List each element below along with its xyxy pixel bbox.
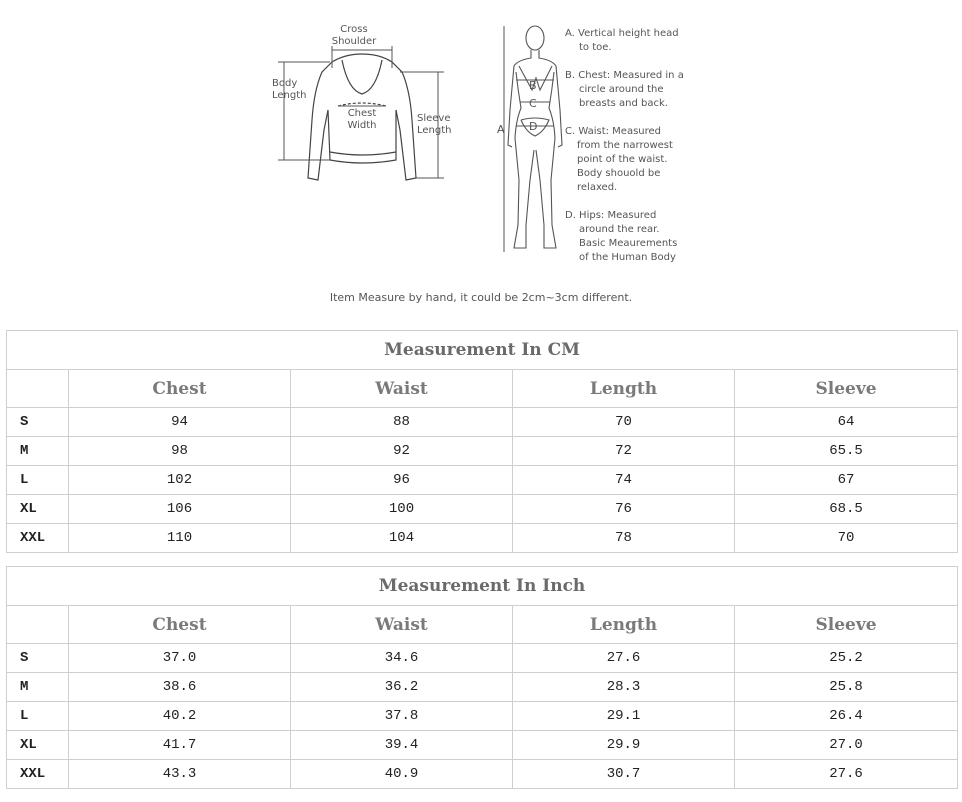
size-table-cm bbox=[6, 330, 958, 553]
table-cell: 96 bbox=[291, 466, 513, 495]
table-cell: 36.2 bbox=[291, 673, 513, 702]
table-cell: 65.5 bbox=[735, 437, 958, 466]
table-row bbox=[7, 760, 958, 789]
table-cell: 100 bbox=[291, 495, 513, 524]
column-header bbox=[7, 606, 69, 644]
table-cell: 98 bbox=[69, 437, 291, 466]
table-title: Measurement In CM bbox=[7, 331, 958, 370]
sleeve-length-label: Sleeve Length bbox=[417, 113, 452, 136]
measure-caption: Item Measure by hand, it could be 2cm~3cm different. bbox=[329, 291, 633, 304]
table-row bbox=[7, 731, 958, 760]
table-cell: 41.7 bbox=[69, 731, 291, 760]
note-hips: D. Hips: Measured around the rear. Basic Meaurements of the Human Body bbox=[565, 210, 678, 263]
table-row bbox=[7, 495, 958, 524]
table-cell: 27.6 bbox=[513, 644, 735, 673]
column-header: Waist bbox=[291, 370, 513, 408]
column-header: Chest bbox=[69, 606, 291, 644]
table-row bbox=[7, 524, 958, 553]
label-d: D bbox=[529, 120, 538, 133]
size-label: XXL bbox=[7, 524, 69, 553]
chest-width-label: Chest Width bbox=[347, 108, 377, 131]
column-header bbox=[7, 370, 69, 408]
size-label: L bbox=[7, 702, 69, 731]
table-cell: 43.3 bbox=[69, 760, 291, 789]
table-cell: 104 bbox=[291, 524, 513, 553]
size-label: S bbox=[7, 408, 69, 437]
column-header: Chest bbox=[69, 370, 291, 408]
table-cell: 38.6 bbox=[69, 673, 291, 702]
table-cell: 27.6 bbox=[735, 760, 958, 789]
column-header: Length bbox=[513, 370, 735, 408]
table-cell: 34.6 bbox=[291, 644, 513, 673]
table-cell: 30.7 bbox=[513, 760, 735, 789]
table-cell: 37.0 bbox=[69, 644, 291, 673]
table-row bbox=[7, 466, 958, 495]
table-row bbox=[7, 408, 958, 437]
table-cell: 78 bbox=[513, 524, 735, 553]
table-cell: 110 bbox=[69, 524, 291, 553]
table-cell: 25.8 bbox=[735, 673, 958, 702]
table-row bbox=[7, 673, 958, 702]
body-length-label: Body Length bbox=[272, 78, 307, 101]
table-cell: 25.2 bbox=[735, 644, 958, 673]
table-cell: 40.9 bbox=[291, 760, 513, 789]
column-header: Sleeve bbox=[735, 370, 958, 408]
table-title: Measurement In Inch bbox=[7, 567, 958, 606]
table-cell: 88 bbox=[291, 408, 513, 437]
table-cell: 40.2 bbox=[69, 702, 291, 731]
note-waist: C. Waist: Measured from the narrowest point of the waist. Body shouold be relaxed. bbox=[565, 126, 673, 193]
table-cell: 37.8 bbox=[291, 702, 513, 731]
size-label: M bbox=[7, 437, 69, 466]
table-cell: 29.1 bbox=[513, 702, 735, 731]
measurement-notes bbox=[565, 27, 705, 279]
column-header: Length bbox=[513, 606, 735, 644]
table-cell: 74 bbox=[513, 466, 735, 495]
table-cell: 106 bbox=[69, 495, 291, 524]
note-height: A. Vertical height head to toe. bbox=[565, 28, 679, 53]
size-label: S bbox=[7, 644, 69, 673]
table-cell: 29.9 bbox=[513, 731, 735, 760]
table-cell: 67 bbox=[735, 466, 958, 495]
table-cell: 26.4 bbox=[735, 702, 958, 731]
table-cell: 70 bbox=[735, 524, 958, 553]
table-row bbox=[7, 437, 958, 466]
size-label: L bbox=[7, 466, 69, 495]
table-cell: 64 bbox=[735, 408, 958, 437]
column-header: Sleeve bbox=[735, 606, 958, 644]
table-cell: 70 bbox=[513, 408, 735, 437]
table-cell: 76 bbox=[513, 495, 735, 524]
table-row bbox=[7, 702, 958, 731]
size-label: XL bbox=[7, 495, 69, 524]
human-body-icon bbox=[494, 20, 564, 260]
size-label: M bbox=[7, 673, 69, 702]
table-cell: 28.3 bbox=[513, 673, 735, 702]
table-cell: 27.0 bbox=[735, 731, 958, 760]
size-label: XL bbox=[7, 731, 69, 760]
table-cell: 68.5 bbox=[735, 495, 958, 524]
label-b: B bbox=[529, 79, 537, 92]
table-row bbox=[7, 644, 958, 673]
table-cell: 92 bbox=[291, 437, 513, 466]
label-a: A bbox=[497, 123, 505, 136]
table-header-row bbox=[7, 370, 958, 408]
table-header-row bbox=[7, 606, 958, 644]
note-chest: B. Chest: Measured in a circle around the breasts and back. bbox=[565, 70, 684, 109]
cross-shoulder-label: Cross Shoulder bbox=[331, 24, 377, 47]
size-table-inch bbox=[6, 566, 958, 789]
table-cell: 94 bbox=[69, 408, 291, 437]
label-c: C bbox=[529, 97, 537, 110]
column-header: Waist bbox=[291, 606, 513, 644]
table-cell: 72 bbox=[513, 437, 735, 466]
table-cell: 39.4 bbox=[291, 731, 513, 760]
measurement-diagram bbox=[0, 0, 962, 310]
table-cell: 102 bbox=[69, 466, 291, 495]
size-label: XXL bbox=[7, 760, 69, 789]
